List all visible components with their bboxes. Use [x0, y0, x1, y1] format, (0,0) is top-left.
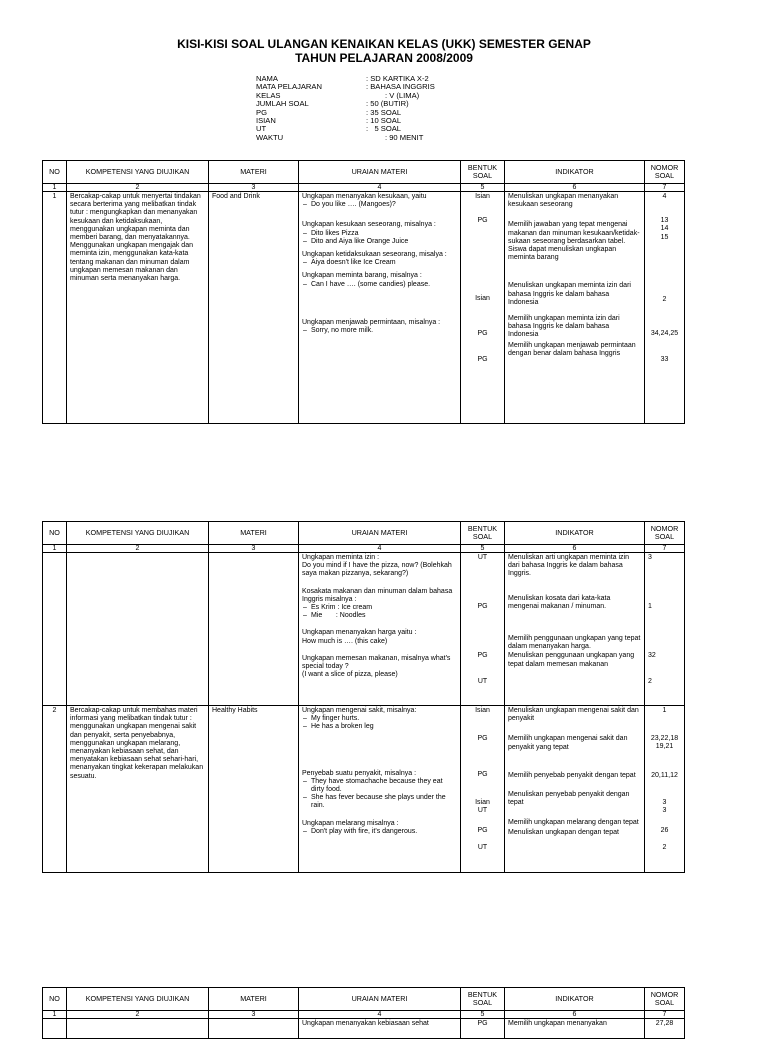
uraian-text: Ungkapan melarang misalnya : — [302, 819, 399, 827]
column-number-row — [43, 184, 685, 192]
list-item: – Dito likes Pizza — [311, 230, 457, 238]
uraian-text: Ungkapan ketidaksukaan seseorang, misalya : — [302, 251, 447, 259]
col-header-uraian: URAIAN MATERI — [299, 988, 461, 1011]
col-header-bentuk: BENTUK SOAL — [461, 988, 505, 1011]
indikator-text: Menuliskan arti ungkapan meminta izin dari bahasa Inggris ke dalam bahasa Inggris. — [508, 554, 630, 578]
meta-key: PG — [256, 107, 267, 117]
kompetensi-cell — [67, 1019, 209, 1039]
col-header-indikator: INDIKATOR — [505, 988, 645, 1011]
bentuk-value: PG — [477, 217, 488, 225]
uraian-text: Ungkapan meminta barang, misalnya : — [302, 272, 422, 280]
header-row — [43, 161, 685, 184]
header-row — [43, 522, 685, 545]
col-number: 6 — [505, 184, 645, 192]
uraian-text: (I want a slice of pizza, please) — [302, 671, 398, 679]
bentuk-value: Isian — [475, 295, 490, 303]
col-header-materi: MATERI — [209, 522, 299, 545]
meta-row — [256, 134, 435, 142]
table-row — [43, 706, 685, 873]
uraian-cell: Ungkapan menanyakan kebiasaan sehat — [299, 1019, 461, 1039]
col-number: 1 — [43, 1011, 67, 1019]
indikator-text: Menuliskan ungkapan menanyakan kesukaan seseorang — [508, 193, 619, 209]
nomor-value: 23,22,18 19,21 — [650, 735, 679, 751]
meta-value: : 5 SOAL — [366, 124, 402, 134]
list-item: – My finger hurts. — [311, 715, 457, 723]
uraian-list — [302, 259, 457, 267]
bentuk-value: PG — [477, 355, 488, 363]
col-number: 5 — [461, 545, 505, 553]
nomor-value: 3 — [648, 554, 652, 561]
list-item: – Aiya doesn't like Ice Cream — [311, 259, 457, 267]
identity-block — [256, 75, 435, 142]
indikator-text: Memilih penyebab penyakit dengan tepat — [508, 771, 636, 779]
uraian-text: Ungkapan menanyakan harga yaitu : — [302, 629, 417, 637]
col-header-indikator: INDIKATOR — [505, 161, 645, 184]
materi-cell: Food and Drink — [209, 192, 299, 424]
uraian-list — [302, 201, 457, 209]
col-number: 1 — [43, 545, 67, 553]
bentuk-cell — [461, 553, 505, 706]
row-number: 1 — [43, 192, 67, 424]
col-header-nomor: NOMOR SOAL — [645, 522, 685, 545]
col-header-indikator: INDIKATOR — [505, 522, 645, 545]
uraian-text: Ungkapan memesan makanan, misalnya what's special today ? — [302, 654, 451, 671]
list-item: – Do you like …. (Mangoes)? — [311, 201, 457, 209]
col-number: 3 — [209, 1011, 299, 1019]
document-title: KISI-KISI SOAL ULANGAN KENAIKAN KELAS (UKK) SEMESTER GENAP — [177, 37, 591, 51]
bentuk-value: PG — [477, 329, 488, 337]
nomor-value: 2 — [662, 295, 667, 303]
meta-key: KELAS — [256, 90, 281, 100]
list-item: – He has a broken leg — [311, 723, 457, 731]
grid-table-2 — [42, 521, 685, 873]
nomor-value: 1 — [648, 603, 652, 611]
grid-table-3 — [42, 987, 685, 1039]
meta-value: : 50 (BUTIR) — [366, 99, 409, 109]
grid-table-1 — [42, 160, 685, 424]
uraian-text: Do you mind if I have the pizza, now? (Bolehkah saya makan pizzanya, sekarang?) — [302, 562, 452, 578]
bentuk-value: PG — [477, 652, 488, 660]
uraian-cell — [299, 553, 461, 706]
table-row — [43, 192, 685, 424]
indikator-cell — [505, 553, 645, 706]
header-row — [43, 988, 685, 1011]
indikator-cell: Memilih ungkapan menanyakan — [505, 1019, 645, 1039]
kompetensi-cell — [67, 553, 209, 706]
nomor-value: 13 14 15 — [660, 217, 669, 241]
uraian-list — [302, 604, 457, 620]
bentuk-value: Isian — [475, 707, 490, 714]
bentuk-value: PG — [477, 771, 488, 779]
col-number: 7 — [645, 1011, 685, 1019]
column-number-row — [43, 1011, 685, 1019]
materi-cell: Healthy Habits — [209, 706, 299, 873]
table-row — [43, 553, 685, 706]
meta-value: : 35 SOAL — [366, 107, 402, 117]
row-number — [43, 1019, 67, 1039]
materi-cell — [209, 553, 299, 706]
uraian-text: Ungkapan mengenai sakit, misalnya: — [302, 707, 417, 714]
meta-key: JUMLAH SOAL — [256, 99, 309, 109]
indikator-text: Menuliskan kosata dari kata-kata mengenai makanan / minuman. — [508, 594, 611, 610]
uraian-list — [302, 281, 457, 289]
nomor-cell — [645, 553, 685, 706]
meta-value: : BAHASA INGGRIS — [366, 82, 435, 92]
col-number: 4 — [299, 184, 461, 192]
uraian-text: Penyebab suatu penyakit, misalnya : — [302, 769, 417, 777]
bentuk-cell: PG — [461, 1019, 505, 1039]
col-header-materi: MATERI — [209, 161, 299, 184]
row-number — [43, 553, 67, 706]
list-item: – Can I have …. (some candies) please. — [311, 281, 457, 289]
meta-value: : V (LIMA) — [366, 90, 420, 100]
bentuk-value: UT — [477, 844, 488, 852]
nomor-value: 33 — [660, 356, 669, 364]
uraian-cell — [299, 706, 461, 873]
col-number: 4 — [299, 545, 461, 553]
meta-key: MATA PELAJARAN — [256, 82, 322, 92]
bentuk-value: PG — [477, 827, 488, 835]
col-header-kompetensi: KOMPETENSI YANG DIUJIKAN — [67, 522, 209, 545]
col-number: 6 — [505, 545, 645, 553]
bentuk-value: PG — [477, 735, 488, 743]
col-header-materi: MATERI — [209, 988, 299, 1011]
nomor-value: 20,11,12 — [651, 771, 678, 779]
indikator-text: Memilih jawaban yang tepat mengenai makanan dan minuman kesukaan/ketidak-sukaan seseorang berdasarkan tabel. Siswa dapat menuliskan ungkapan meminta barang — [508, 221, 640, 262]
list-item: – Es Krim : Ice cream — [311, 604, 457, 612]
uraian-text: Ungkapan kesukaan seseorang, misalnya : — [302, 221, 436, 229]
col-header-kompetensi: KOMPETENSI YANG DIUJIKAN — [67, 161, 209, 184]
nomor-cell: 27,28 — [645, 1019, 685, 1039]
uraian-text: Ungkapan meminta izin : — [302, 554, 380, 561]
uraian-text: How much is …. (this cake) — [302, 637, 388, 645]
meta-row — [256, 109, 435, 117]
nomor-cell — [645, 192, 685, 424]
uraian-list — [302, 778, 457, 811]
uraian-cell — [299, 192, 461, 424]
col-number: 3 — [209, 184, 299, 192]
col-number: 5 — [461, 1011, 505, 1019]
indikator-text: Memilih ungkapan meminta izin dari bahasa Inggris ke dalam bahasa Indonesia — [508, 315, 620, 339]
bentuk-value: UT — [477, 554, 488, 561]
indikator-text: Memilih ungkapan mengenai sakit dan penyakit yang tepat — [508, 735, 628, 751]
meta-key: NAMA — [256, 74, 278, 83]
col-number: 2 — [67, 545, 209, 553]
col-number: 7 — [645, 184, 685, 192]
uraian-list — [302, 715, 457, 731]
nomor-value: 4 — [662, 193, 667, 200]
meta-row — [256, 100, 435, 108]
list-item: – Mie : Noodles — [311, 612, 457, 620]
kompetensi-cell: Bercakap-cakap untuk menyertai tindakan secara berterima yang melibatkan tindak tutur : mengungkapkan dan menanyakan kesukaan dan ketidaksukaan, menggunakan ungkapan meminta dan memberi barang, dan menyatakannya. Menggunakan ungkapan mengajak dan meminta izin, menggunakan kata-kata tentang makanan dan minuman dalam ungkapan memesan makanan dan minuman serta menanyakan harga. — [67, 192, 209, 424]
nomor-value: 2 — [662, 844, 667, 852]
bentuk-cell — [461, 706, 505, 873]
list-item: – Dito and Aiya like Orange Juice — [311, 238, 457, 246]
indikator-text: Memilih penggunaan ungkapan yang tepat dalam menanyakan harga. — [508, 635, 641, 651]
bentuk-value: Isian — [475, 193, 490, 200]
col-header-bentuk: BENTUK SOAL — [461, 522, 505, 545]
indikator-cell — [505, 192, 645, 424]
uraian-list — [302, 230, 457, 246]
nomor-value: 3 3 — [662, 798, 667, 815]
indikator-text: Menuliskan penyebab penyakit dengan tepat — [508, 791, 630, 807]
indikator-text: Memilih ungkapan menjawab permintaan dengan benar dalam bahasa Inggris — [508, 341, 636, 357]
col-header-kompetensi: KOMPETENSI YANG DIUJIKAN — [67, 988, 209, 1011]
row-number: 2 — [43, 706, 67, 873]
col-number: 3 — [209, 545, 299, 553]
uraian-text: Ungkapan menjawab permintaan, misalnya : — [302, 318, 441, 326]
meta-key: ISIAN — [256, 116, 276, 126]
nomor-cell — [645, 706, 685, 873]
meta-value: : SD KARTIKA X-2 — [366, 74, 429, 83]
bentuk-value: PG — [477, 603, 488, 611]
list-item: – Don't play with fire, it's dangerous. — [311, 828, 457, 836]
col-header-uraian: URAIAN MATERI — [299, 522, 461, 545]
col-header-no: NO — [43, 522, 67, 545]
bentuk-value: Isian UT — [475, 798, 490, 814]
indikator-text: Menuliskan penggunaan ungkapan yang tepat dalam memesan makanan — [508, 652, 635, 668]
materi-cell — [209, 1019, 299, 1039]
indikator-text: Menuliskan ungkapan dengan tepat — [508, 828, 619, 836]
col-number: 7 — [645, 545, 685, 553]
bentuk-value: UT — [477, 677, 488, 685]
table-row — [43, 1019, 685, 1039]
indikator-text: Memilih ungkapan melarang dengan tepat — [508, 819, 639, 827]
col-number: 2 — [67, 1011, 209, 1019]
uraian-text: Ungkapan menanyakan kesukaan, yaitu — [302, 193, 427, 200]
list-item: – Sorry, no more milk. — [311, 327, 457, 335]
document-subtitle: TAHUN PELAJARAN 2008/2009 — [295, 51, 473, 65]
list-item: – They have stomachache because they eat dirty food. — [311, 778, 457, 794]
kompetensi-cell: Bercakap-cakap untuk membahas materi informasi yang melibatkan tindak tutur : menggunakan ungkapan mengenai sakit dan penyakit, serta penyebabnya, menggunakan ungkapan melarang, menanyakan kebiasaan sehat, dan menyatakan kebiasaan sehat sehari-hari, menanyakan tingkat kekerapan melakukan sesuatu. — [67, 706, 209, 873]
meta-value: : 90 MENIT — [366, 132, 424, 142]
meta-row — [256, 117, 435, 125]
nomor-value: 34,24,25 — [650, 330, 679, 338]
meta-key: UT — [256, 124, 267, 134]
column-number-row — [43, 545, 685, 553]
nomor-value: 2 — [648, 677, 652, 685]
col-number: 1 — [43, 184, 67, 192]
uraian-text: Kosakata makanan dan minuman dalam bahasa Inggris misalnya : — [302, 587, 453, 603]
col-header-no: NO — [43, 161, 67, 184]
col-number: 4 — [299, 1011, 461, 1019]
indikator-cell — [505, 706, 645, 873]
bentuk-cell — [461, 192, 505, 424]
col-header-uraian: URAIAN MATERI — [299, 161, 461, 184]
col-number: 2 — [67, 184, 209, 192]
col-number: 5 — [461, 184, 505, 192]
col-header-no: NO — [43, 988, 67, 1011]
nomor-value: 32 — [648, 652, 656, 660]
indikator-text: Menuliskan ungkapan meminta izin dari bahasa Inggris ke dalam bahasa Indonesia — [508, 282, 631, 306]
uraian-list — [302, 828, 457, 836]
nomor-value: 26 — [660, 827, 669, 835]
nomor-value: 1 — [662, 707, 667, 714]
col-header-nomor: NOMOR SOAL — [645, 161, 685, 184]
list-item: – She has fever because she plays under the rain. — [311, 794, 457, 810]
col-header-nomor: NOMOR SOAL — [645, 988, 685, 1011]
meta-value: : 10 SOAL — [366, 116, 402, 126]
col-header-bentuk: BENTUK SOAL — [461, 161, 505, 184]
meta-key: WAKTU — [256, 132, 284, 142]
col-number: 6 — [505, 1011, 645, 1019]
uraian-list — [302, 327, 457, 335]
indikator-text: Menuliskan ungkapan mengenai sakit dan penyakit — [508, 707, 639, 723]
